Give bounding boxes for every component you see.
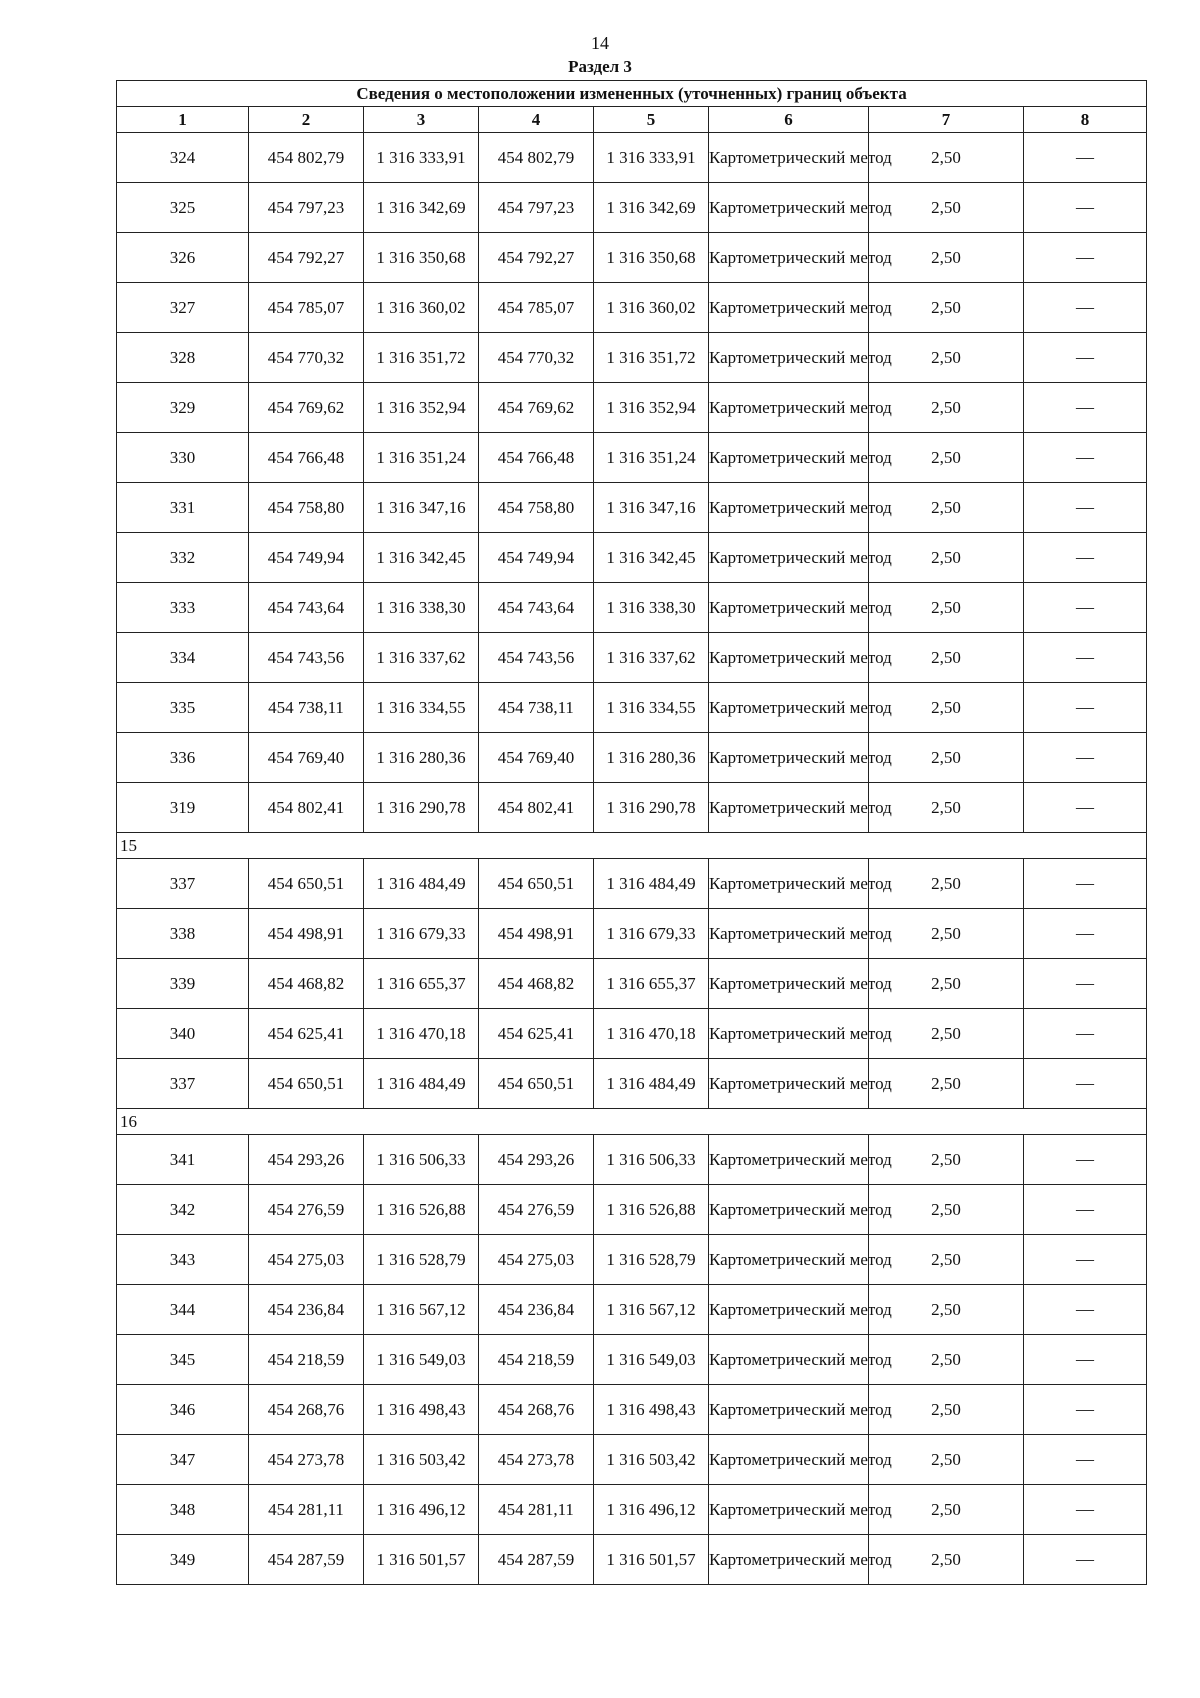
y-existing-cell: 1 316 484,49: [364, 1059, 479, 1109]
table-row: [117, 483, 1147, 533]
y-existing-cell: 1 316 351,72: [364, 333, 479, 383]
point-number-cell: 344: [117, 1285, 249, 1335]
y-refined-cell: 1 316 334,55: [594, 683, 709, 733]
x-existing-cell: 454 769,62: [249, 383, 364, 433]
point-number-cell: 347: [117, 1435, 249, 1485]
y-refined-cell: 1 316 338,30: [594, 583, 709, 633]
accuracy-cell: 2,50: [869, 1435, 1024, 1485]
page-number: 14: [591, 33, 609, 53]
x-existing-cell: 454 281,11: [249, 1485, 364, 1535]
table-row: [117, 1135, 1147, 1185]
accuracy-cell: 2,50: [869, 433, 1024, 483]
table-row: [117, 633, 1147, 683]
method-cell: Картометрический метод: [709, 1385, 869, 1435]
coordinates-table: [116, 80, 1147, 1585]
x-refined-cell: 454 625,41: [479, 1009, 594, 1059]
x-existing-cell: 454 650,51: [249, 1059, 364, 1109]
method-cell: Картометрический метод: [709, 683, 869, 733]
method-cell: Картометрический метод: [709, 1135, 869, 1185]
method-cell: Картометрический метод: [709, 1535, 869, 1585]
table-row: [117, 1535, 1147, 1585]
y-existing-cell: 1 316 350,68: [364, 233, 479, 283]
y-refined-cell: 1 316 333,91: [594, 133, 709, 183]
accuracy-cell: 2,50: [869, 959, 1024, 1009]
method-cell: Картометрический метод: [709, 383, 869, 433]
method-cell: Картометрический метод: [709, 1009, 869, 1059]
accuracy-cell: 2,50: [869, 1059, 1024, 1109]
column-number: 3: [364, 107, 479, 133]
y-existing-cell: 1 316 360,02: [364, 283, 479, 333]
x-refined-cell: 454 743,64: [479, 583, 594, 633]
point-number-cell: 349: [117, 1535, 249, 1585]
accuracy-cell: 2,50: [869, 909, 1024, 959]
x-existing-cell: 454 749,94: [249, 533, 364, 583]
point-number-cell: 330: [117, 433, 249, 483]
x-refined-cell: 454 738,11: [479, 683, 594, 733]
point-number-cell: 332: [117, 533, 249, 583]
x-existing-cell: 454 797,23: [249, 183, 364, 233]
table-row: [117, 1485, 1147, 1535]
point-number-cell: 337: [117, 1059, 249, 1109]
note-cell: —: [1024, 1385, 1147, 1435]
x-refined-cell: 454 802,41: [479, 783, 594, 833]
method-cell: Картометрический метод: [709, 583, 869, 633]
x-existing-cell: 454 275,03: [249, 1235, 364, 1285]
method-cell: Картометрический метод: [709, 1435, 869, 1485]
x-existing-cell: 454 802,79: [249, 133, 364, 183]
note-cell: —: [1024, 1485, 1147, 1535]
x-refined-cell: 454 758,80: [479, 483, 594, 533]
table-row: [117, 859, 1147, 909]
y-refined-cell: 1 316 679,33: [594, 909, 709, 959]
y-existing-cell: 1 316 352,94: [364, 383, 479, 433]
accuracy-cell: 2,50: [869, 783, 1024, 833]
x-refined-cell: 454 785,07: [479, 283, 594, 333]
contour-group-label: 15: [117, 833, 1147, 859]
y-refined-cell: 1 316 484,49: [594, 1059, 709, 1109]
column-number: 8: [1024, 107, 1147, 133]
x-refined-cell: 454 468,82: [479, 959, 594, 1009]
y-existing-cell: 1 316 342,69: [364, 183, 479, 233]
y-refined-cell: 1 316 470,18: [594, 1009, 709, 1059]
point-number-cell: 336: [117, 733, 249, 783]
table-caption: Сведения о местоположении измененных (уточненных) границ объекта: [117, 81, 1147, 107]
y-refined-cell: 1 316 503,42: [594, 1435, 709, 1485]
x-refined-cell: 454 766,48: [479, 433, 594, 483]
x-existing-cell: 454 276,59: [249, 1185, 364, 1235]
x-existing-cell: 454 769,40: [249, 733, 364, 783]
column-number: 4: [479, 107, 594, 133]
x-existing-cell: 454 498,91: [249, 909, 364, 959]
table-row: [117, 1059, 1147, 1109]
accuracy-cell: 2,50: [869, 583, 1024, 633]
y-refined-cell: 1 316 496,12: [594, 1485, 709, 1535]
y-refined-cell: 1 316 290,78: [594, 783, 709, 833]
table-row: [117, 233, 1147, 283]
accuracy-cell: 2,50: [869, 1185, 1024, 1235]
point-number-cell: 325: [117, 183, 249, 233]
accuracy-cell: 2,50: [869, 333, 1024, 383]
y-existing-cell: 1 316 498,43: [364, 1385, 479, 1435]
x-existing-cell: 454 802,41: [249, 783, 364, 833]
note-cell: —: [1024, 633, 1147, 683]
note-cell: —: [1024, 583, 1147, 633]
note-cell: —: [1024, 1535, 1147, 1585]
method-cell: Картометрический метод: [709, 859, 869, 909]
x-refined-cell: 454 743,56: [479, 633, 594, 683]
contour-group-row: [117, 1109, 1147, 1135]
method-cell: Картометрический метод: [709, 1335, 869, 1385]
point-number-cell: 345: [117, 1335, 249, 1385]
y-refined-cell: 1 316 351,24: [594, 433, 709, 483]
table-row: [117, 683, 1147, 733]
note-cell: —: [1024, 333, 1147, 383]
method-cell: Картометрический метод: [709, 133, 869, 183]
y-refined-cell: 1 316 350,68: [594, 233, 709, 283]
accuracy-cell: 2,50: [869, 533, 1024, 583]
x-refined-cell: 454 281,11: [479, 1485, 594, 1535]
accuracy-cell: 2,50: [869, 233, 1024, 283]
column-number: 5: [594, 107, 709, 133]
column-number: 6: [709, 107, 869, 133]
y-existing-cell: 1 316 337,62: [364, 633, 479, 683]
y-refined-cell: 1 316 501,57: [594, 1535, 709, 1585]
point-number-cell: 343: [117, 1235, 249, 1285]
table-row: [117, 959, 1147, 1009]
x-existing-cell: 454 268,76: [249, 1385, 364, 1435]
table-row: [117, 383, 1147, 433]
y-refined-cell: 1 316 342,45: [594, 533, 709, 583]
method-cell: Картометрический метод: [709, 283, 869, 333]
method-cell: Картометрический метод: [709, 483, 869, 533]
x-refined-cell: 454 268,76: [479, 1385, 594, 1435]
y-refined-cell: 1 316 526,88: [594, 1185, 709, 1235]
point-number-cell: 333: [117, 583, 249, 633]
method-cell: Картометрический метод: [709, 1485, 869, 1535]
point-number-cell: 348: [117, 1485, 249, 1535]
accuracy-cell: 2,50: [869, 1485, 1024, 1535]
y-existing-cell: 1 316 351,24: [364, 433, 479, 483]
y-refined-cell: 1 316 360,02: [594, 283, 709, 333]
accuracy-cell: 2,50: [869, 633, 1024, 683]
point-number-cell: 324: [117, 133, 249, 183]
point-number-cell: 334: [117, 633, 249, 683]
y-existing-cell: 1 316 549,03: [364, 1335, 479, 1385]
y-refined-cell: 1 316 655,37: [594, 959, 709, 1009]
x-refined-cell: 454 498,91: [479, 909, 594, 959]
y-refined-cell: 1 316 352,94: [594, 383, 709, 433]
point-number-cell: 346: [117, 1385, 249, 1435]
note-cell: —: [1024, 1435, 1147, 1485]
accuracy-cell: 2,50: [869, 1385, 1024, 1435]
table-row: [117, 1435, 1147, 1485]
note-cell: —: [1024, 859, 1147, 909]
table-row: [117, 909, 1147, 959]
table-row: [117, 1235, 1147, 1285]
note-cell: —: [1024, 1059, 1147, 1109]
x-refined-cell: 454 287,59: [479, 1535, 594, 1585]
y-existing-cell: 1 316 679,33: [364, 909, 479, 959]
x-refined-cell: 454 650,51: [479, 859, 594, 909]
table-row: [117, 1009, 1147, 1059]
note-cell: —: [1024, 683, 1147, 733]
x-refined-cell: 454 273,78: [479, 1435, 594, 1485]
x-refined-cell: 454 236,84: [479, 1285, 594, 1335]
accuracy-cell: 2,50: [869, 859, 1024, 909]
point-number-cell: 328: [117, 333, 249, 383]
table-row: [117, 133, 1147, 183]
x-refined-cell: 454 276,59: [479, 1185, 594, 1235]
note-cell: —: [1024, 183, 1147, 233]
note-cell: —: [1024, 909, 1147, 959]
contour-group-row: [117, 833, 1147, 859]
x-existing-cell: 454 758,80: [249, 483, 364, 533]
method-cell: Картометрический метод: [709, 959, 869, 1009]
method-cell: Картометрический метод: [709, 183, 869, 233]
y-refined-cell: 1 316 342,69: [594, 183, 709, 233]
method-cell: Картометрический метод: [709, 233, 869, 283]
note-cell: —: [1024, 1285, 1147, 1335]
y-refined-cell: 1 316 549,03: [594, 1335, 709, 1385]
y-refined-cell: 1 316 351,72: [594, 333, 709, 383]
method-cell: Картометрический метод: [709, 1285, 869, 1335]
y-existing-cell: 1 316 338,30: [364, 583, 479, 633]
point-number-cell: 329: [117, 383, 249, 433]
x-refined-cell: 454 650,51: [479, 1059, 594, 1109]
y-existing-cell: 1 316 503,42: [364, 1435, 479, 1485]
y-existing-cell: 1 316 526,88: [364, 1185, 479, 1235]
x-existing-cell: 454 743,56: [249, 633, 364, 683]
y-refined-cell: 1 316 484,49: [594, 859, 709, 909]
column-number-row: [117, 107, 1147, 133]
y-refined-cell: 1 316 347,16: [594, 483, 709, 533]
column-number: 7: [869, 107, 1024, 133]
table-row: [117, 733, 1147, 783]
accuracy-cell: 2,50: [869, 733, 1024, 783]
y-refined-cell: 1 316 506,33: [594, 1135, 709, 1185]
x-existing-cell: 454 293,26: [249, 1135, 364, 1185]
y-existing-cell: 1 316 280,36: [364, 733, 479, 783]
x-existing-cell: 454 273,78: [249, 1435, 364, 1485]
x-existing-cell: 454 625,41: [249, 1009, 364, 1059]
x-refined-cell: 454 749,94: [479, 533, 594, 583]
x-existing-cell: 454 785,07: [249, 283, 364, 333]
x-refined-cell: 454 769,40: [479, 733, 594, 783]
point-number-cell: 331: [117, 483, 249, 533]
note-cell: —: [1024, 959, 1147, 1009]
x-refined-cell: 454 218,59: [479, 1335, 594, 1385]
point-number-cell: 342: [117, 1185, 249, 1235]
table-row: [117, 283, 1147, 333]
note-cell: —: [1024, 383, 1147, 433]
accuracy-cell: 2,50: [869, 1285, 1024, 1335]
accuracy-cell: 2,50: [869, 283, 1024, 333]
y-refined-cell: 1 316 280,36: [594, 733, 709, 783]
table-row: [117, 1335, 1147, 1385]
x-refined-cell: 454 797,23: [479, 183, 594, 233]
table-row: [117, 783, 1147, 833]
accuracy-cell: 2,50: [869, 1535, 1024, 1585]
accuracy-cell: 2,50: [869, 483, 1024, 533]
accuracy-cell: 2,50: [869, 383, 1024, 433]
y-existing-cell: 1 316 528,79: [364, 1235, 479, 1285]
section-title: Раздел 3: [568, 57, 632, 76]
accuracy-cell: 2,50: [869, 683, 1024, 733]
point-number-cell: 339: [117, 959, 249, 1009]
table-row: [117, 333, 1147, 383]
accuracy-cell: 2,50: [869, 1235, 1024, 1285]
note-cell: —: [1024, 733, 1147, 783]
method-cell: Картометрический метод: [709, 1235, 869, 1285]
note-cell: —: [1024, 1185, 1147, 1235]
note-cell: —: [1024, 1335, 1147, 1385]
table-body: [117, 133, 1147, 1585]
x-refined-cell: 454 769,62: [479, 383, 594, 433]
note-cell: —: [1024, 433, 1147, 483]
table-row: [117, 1385, 1147, 1435]
accuracy-cell: 2,50: [869, 1135, 1024, 1185]
point-number-cell: 341: [117, 1135, 249, 1185]
table-row: [117, 533, 1147, 583]
x-existing-cell: 454 236,84: [249, 1285, 364, 1335]
y-refined-cell: 1 316 528,79: [594, 1235, 709, 1285]
x-existing-cell: 454 287,59: [249, 1535, 364, 1585]
point-number-cell: 335: [117, 683, 249, 733]
x-refined-cell: 454 275,03: [479, 1235, 594, 1285]
note-cell: —: [1024, 1235, 1147, 1285]
contour-group-label: 16: [117, 1109, 1147, 1135]
method-cell: Картометрический метод: [709, 633, 869, 683]
method-cell: Картометрический метод: [709, 333, 869, 383]
note-cell: —: [1024, 283, 1147, 333]
x-existing-cell: 454 743,64: [249, 583, 364, 633]
y-existing-cell: 1 316 347,16: [364, 483, 479, 533]
y-existing-cell: 1 316 334,55: [364, 683, 479, 733]
table-row: [117, 183, 1147, 233]
point-number-cell: 338: [117, 909, 249, 959]
point-number-cell: 319: [117, 783, 249, 833]
x-existing-cell: 454 792,27: [249, 233, 364, 283]
y-existing-cell: 1 316 470,18: [364, 1009, 479, 1059]
method-cell: Картометрический метод: [709, 533, 869, 583]
note-cell: —: [1024, 783, 1147, 833]
y-existing-cell: 1 316 501,57: [364, 1535, 479, 1585]
method-cell: Картометрический метод: [709, 733, 869, 783]
y-existing-cell: 1 316 342,45: [364, 533, 479, 583]
column-number: 2: [249, 107, 364, 133]
accuracy-cell: 2,50: [869, 133, 1024, 183]
y-existing-cell: 1 316 333,91: [364, 133, 479, 183]
table-row: [117, 1285, 1147, 1335]
x-existing-cell: 454 468,82: [249, 959, 364, 1009]
y-existing-cell: 1 316 655,37: [364, 959, 479, 1009]
accuracy-cell: 2,50: [869, 183, 1024, 233]
y-existing-cell: 1 316 496,12: [364, 1485, 479, 1535]
note-cell: —: [1024, 483, 1147, 533]
y-existing-cell: 1 316 484,49: [364, 859, 479, 909]
x-existing-cell: 454 738,11: [249, 683, 364, 733]
note-cell: —: [1024, 1135, 1147, 1185]
point-number-cell: 337: [117, 859, 249, 909]
y-existing-cell: 1 316 506,33: [364, 1135, 479, 1185]
point-number-cell: 327: [117, 283, 249, 333]
accuracy-cell: 2,50: [869, 1009, 1024, 1059]
note-cell: —: [1024, 1009, 1147, 1059]
table-row: [117, 433, 1147, 483]
method-cell: Картометрический метод: [709, 909, 869, 959]
column-number: 1: [117, 107, 249, 133]
note-cell: —: [1024, 533, 1147, 583]
x-existing-cell: 454 218,59: [249, 1335, 364, 1385]
method-cell: Картометрический метод: [709, 1059, 869, 1109]
point-number-cell: 340: [117, 1009, 249, 1059]
note-cell: —: [1024, 133, 1147, 183]
method-cell: Картометрический метод: [709, 433, 869, 483]
table-row: [117, 583, 1147, 633]
x-existing-cell: 454 770,32: [249, 333, 364, 383]
y-refined-cell: 1 316 498,43: [594, 1385, 709, 1435]
y-existing-cell: 1 316 290,78: [364, 783, 479, 833]
table-row: [117, 1185, 1147, 1235]
note-cell: —: [1024, 233, 1147, 283]
accuracy-cell: 2,50: [869, 1335, 1024, 1385]
y-refined-cell: 1 316 337,62: [594, 633, 709, 683]
x-refined-cell: 454 802,79: [479, 133, 594, 183]
y-refined-cell: 1 316 567,12: [594, 1285, 709, 1335]
x-existing-cell: 454 766,48: [249, 433, 364, 483]
y-existing-cell: 1 316 567,12: [364, 1285, 479, 1335]
point-number-cell: 326: [117, 233, 249, 283]
x-refined-cell: 454 770,32: [479, 333, 594, 383]
method-cell: Картометрический метод: [709, 1185, 869, 1235]
method-cell: Картометрический метод: [709, 783, 869, 833]
x-refined-cell: 454 792,27: [479, 233, 594, 283]
x-refined-cell: 454 293,26: [479, 1135, 594, 1185]
x-existing-cell: 454 650,51: [249, 859, 364, 909]
